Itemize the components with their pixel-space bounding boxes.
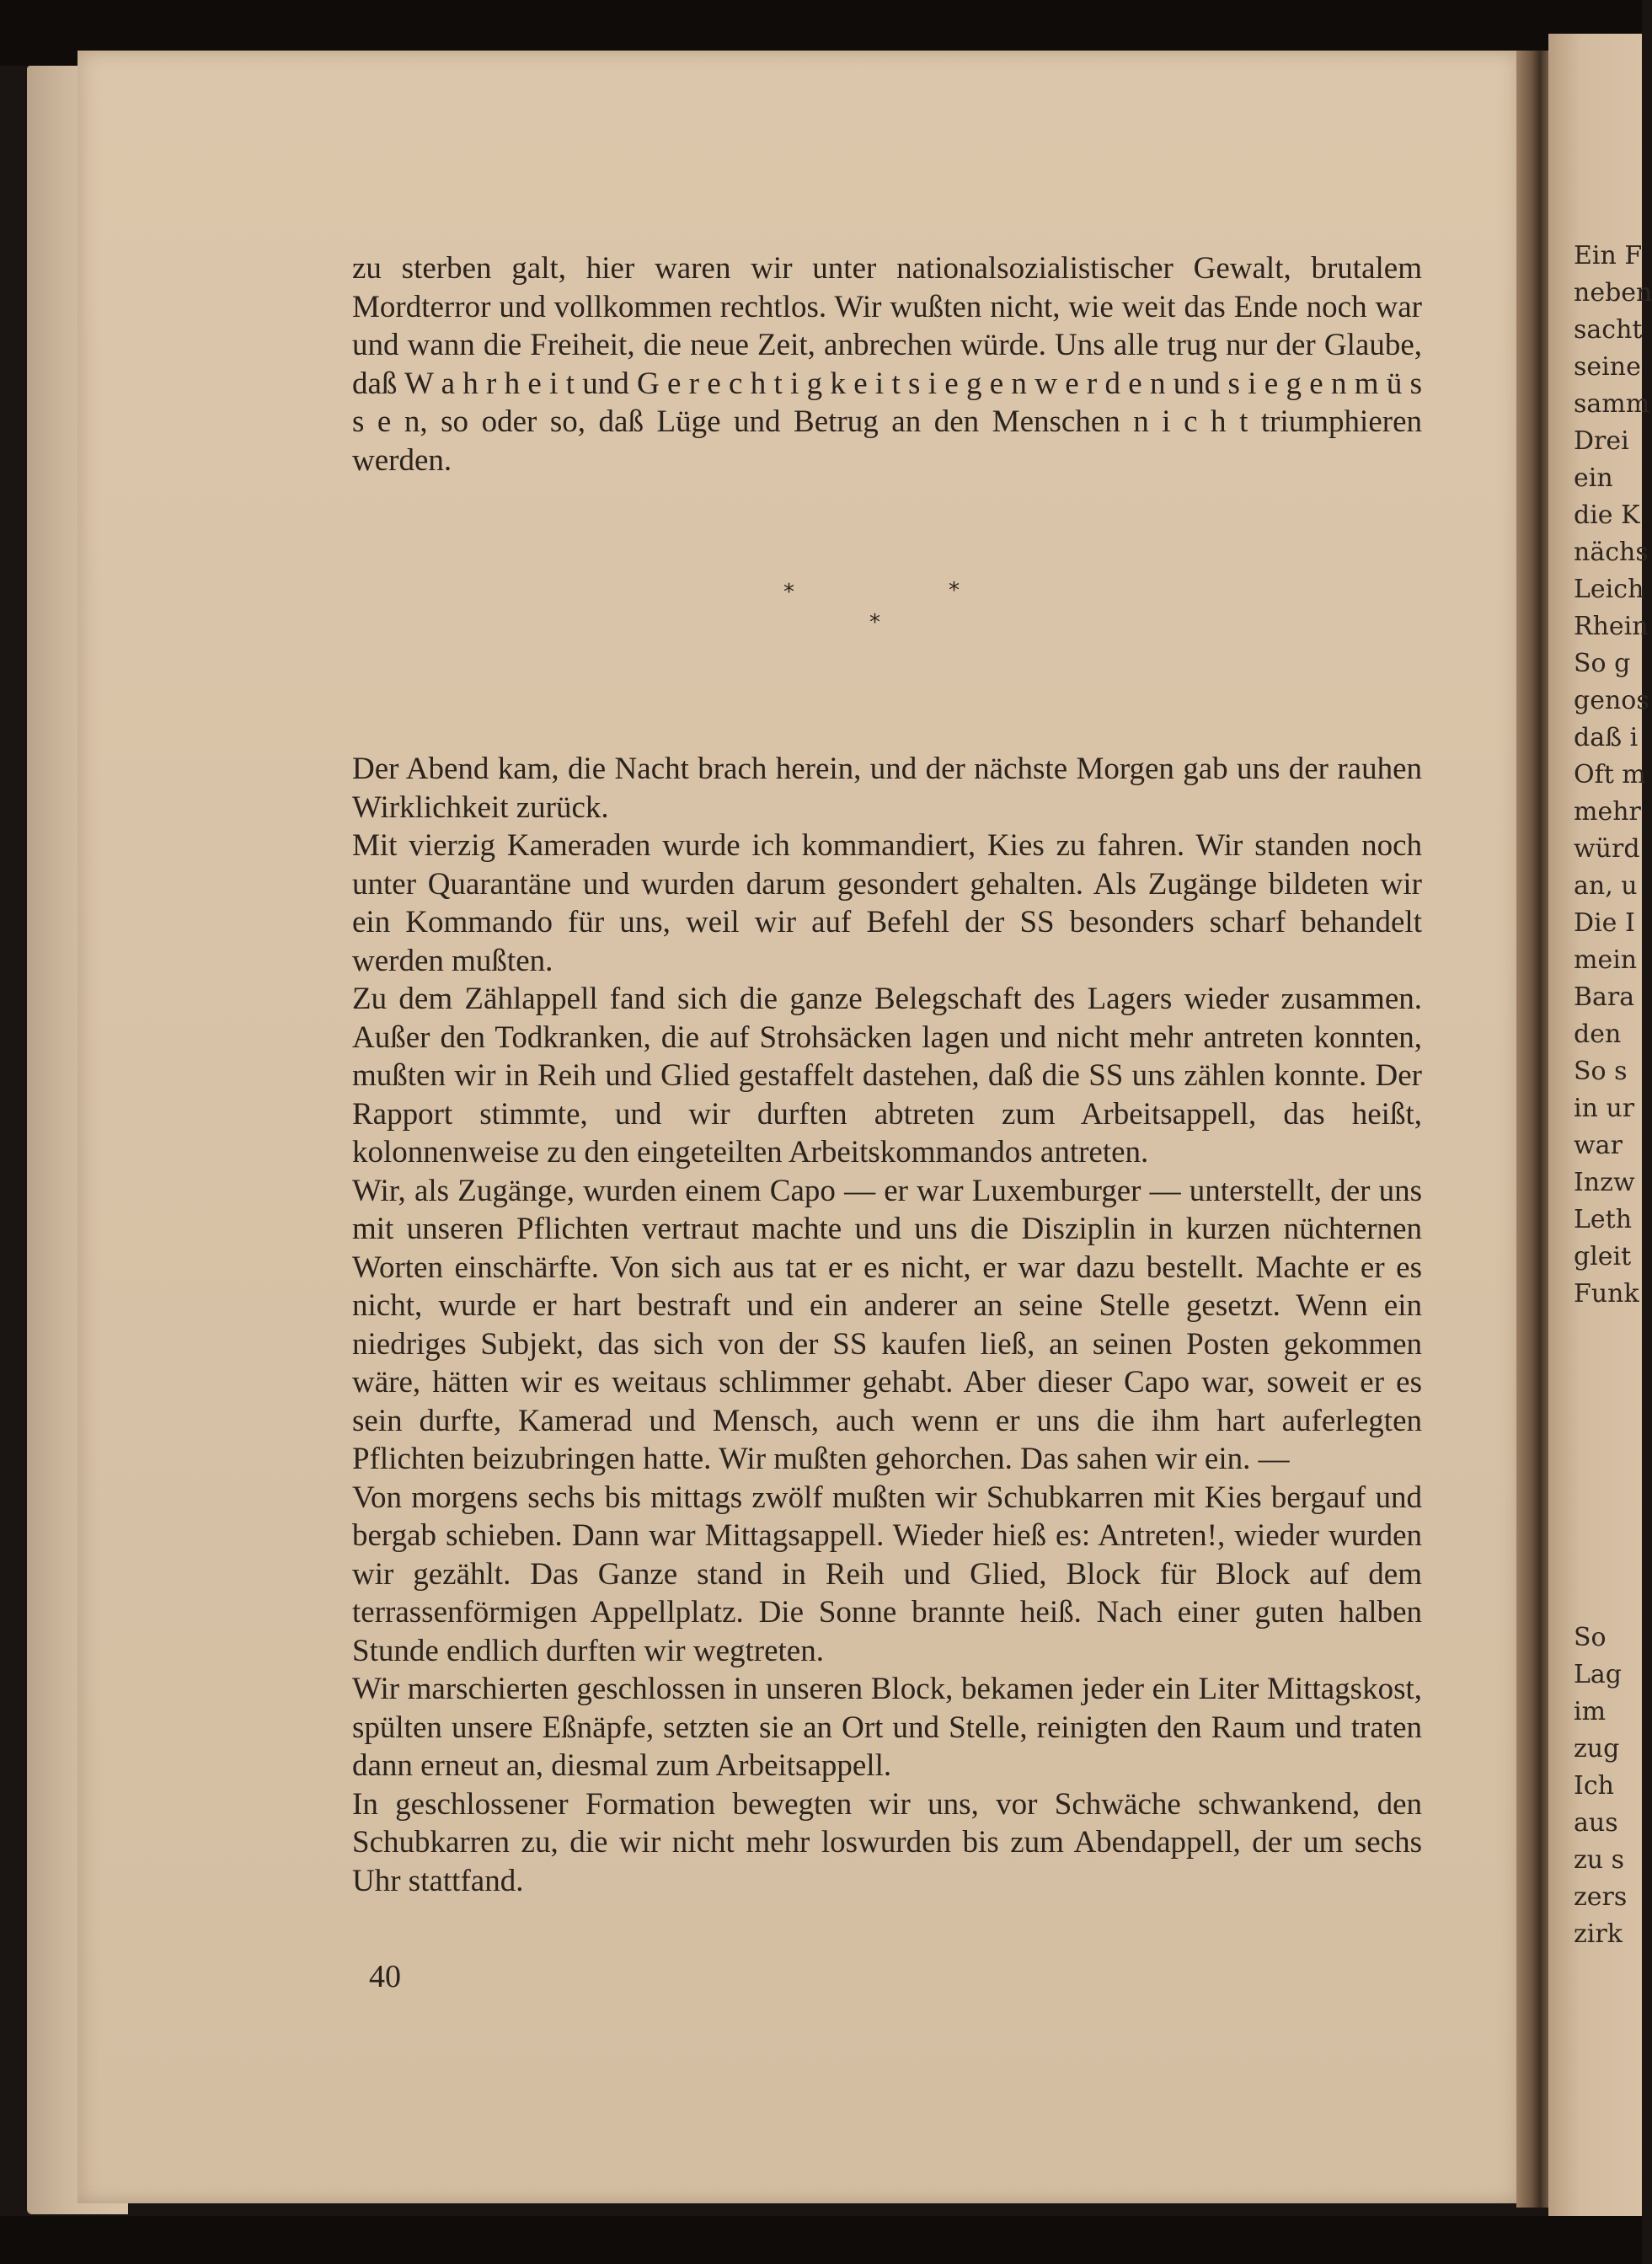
background-bottom bbox=[0, 2216, 1642, 2264]
facing-line: gleit bbox=[1574, 1242, 1632, 1271]
facing-line: Ich bbox=[1574, 1771, 1614, 1801]
paragraph: Wir, als Zugänge, wurden einem Capo — er war Luxemburger — unterstellt, der uns mit unseren Pflichten vertraut machte und uns die Disziplin in kurzen nüchternen Worten einschärfte. Von sich aus tat er es nicht, er war dazu bestellt. Machte er es nicht, wurde er hart bestraft und ein anderer an seine Stelle gesetzt. Wenn ein niedriges Subjekt, das sich von der SS kaufen ließ, an seinen Posten gekommen wäre, hätten wir es weitaus schlimmer gehabt. Aber dieser Capo war, soweit er es sein durfte, Kamerad und Mensch, auch wenn er uns die ihm hart auferlegten Pflichten beizubringen hatte. Wir mußten gehorchen. Das sahen wir ein. — bbox=[352, 1173, 1422, 1476]
facing-line: nächs bbox=[1574, 538, 1649, 567]
facing-line: zug bbox=[1574, 1734, 1620, 1764]
paragraph: zu sterben galt, hier waren wir unter nationalsozialistischer Gewalt, brutalem Mordterror und vollkommen rechtlos. Wir wußten nicht, wie weit das Ende noch war und wann die Freiheit, die neue Zeit, anbrechen würde. Uns alle trug nur der Glaube, daß W a h r h e i t und G e r e c h t i g k e i t s i e g e n w e r d e n und s i e g e n m ü s s e n, so oder so, daß Lüge und Betrug an den Menschen n i c h t triumphieren werden. bbox=[352, 251, 1422, 478]
paragraph: In geschlossener Formation bewegten wir uns, vor Schwäche schwankend, den Schubkarren zu, die wir nicht mehr loswurden bis zum Abendappell, der um sechs Uhr stattfand. bbox=[352, 1786, 1422, 1898]
facing-page-text-lower bbox=[1574, 1619, 1642, 1953]
facing-line: Bara bbox=[1574, 982, 1635, 1012]
facing-line: Inzw bbox=[1574, 1168, 1635, 1197]
facing-line: würd bbox=[1574, 834, 1640, 864]
facing-line: mehr bbox=[1574, 797, 1641, 827]
facing-line: ein bbox=[1574, 463, 1613, 493]
facing-line: an, u bbox=[1574, 871, 1638, 901]
page-number: 40 bbox=[369, 1959, 401, 1994]
facing-line: Drei bbox=[1574, 426, 1629, 456]
facing-line: im bbox=[1574, 1697, 1607, 1726]
facing-line: samm bbox=[1574, 389, 1650, 419]
facing-line: So s bbox=[1574, 1057, 1628, 1086]
facing-line: Funk bbox=[1574, 1279, 1639, 1309]
facing-line: zers bbox=[1574, 1882, 1628, 1912]
asterisk-glyph: * bbox=[869, 610, 880, 635]
facing-line: Ein F bbox=[1574, 241, 1643, 270]
facing-line: genos bbox=[1574, 686, 1649, 715]
top-paragraph bbox=[352, 249, 1422, 479]
paragraph: Von morgens sechs bis mittags zwölf mußten wir Schubkarren mit Kies bergauf und bergab schieben. Dann war Mittagsappell. Wieder hieß es: Antreten!, wieder wurden wir gezählt. Das Ganze stand in Reih und Glied, Block für Block auf dem terrassenförmigen Appellplatz. Die Sonne brannte heiß. Nach einer guten halben Stunde endlich durften wir wegtreten. bbox=[352, 1480, 1422, 1668]
section-break-asterisks bbox=[758, 573, 977, 640]
facing-line: die K bbox=[1574, 500, 1640, 530]
asterisk-glyph: * bbox=[783, 580, 794, 605]
facing-line: So g bbox=[1574, 649, 1631, 678]
facing-page-text-upper bbox=[1574, 238, 1652, 1313]
paragraph: Wir marschierten geschlossen in unseren Block, bekamen jeder ein Liter Mittagskost, spülten unsere Eßnäpfe, setzten sie an Ort und Stelle, reinigten den Raum und traten dann erneut an, diesmal zum Arbeitsappell. bbox=[352, 1672, 1422, 1783]
facing-line: Die I bbox=[1574, 908, 1635, 938]
facing-line: zu s bbox=[1574, 1845, 1625, 1875]
paragraph: Zu dem Zählappell fand sich die ganze Belegschaft des Lagers wieder zusammen. Außer den Todkranken, die auf Strohsäcken lagen und nicht mehr antreten konnten, mußten wir in Reih und Glied gestaffelt dastehen, daß die SS uns zählen konnte. Der Rapport stimmte, und wir durften abtreten zum Arbeitsappell, das heißt, kolonnenweise zu den eingeteilten Arbeitskommandos antreten. bbox=[352, 982, 1422, 1169]
facing-line: Leich bbox=[1574, 575, 1644, 604]
facing-line: in ur bbox=[1574, 1094, 1635, 1123]
book-gutter bbox=[1516, 51, 1550, 2208]
facing-line: seine bbox=[1574, 352, 1641, 382]
facing-line: mein bbox=[1574, 945, 1638, 975]
facing-line: So bbox=[1574, 1623, 1607, 1652]
facing-line: zirk bbox=[1574, 1919, 1623, 1949]
asterisk-glyph: * bbox=[949, 578, 960, 603]
facing-line: daß i bbox=[1574, 723, 1639, 752]
paragraph: Der Abend kam, die Nacht brach herein, und der nächste Morgen gab uns der rauhen Wirklichkeit zurück. bbox=[352, 752, 1422, 825]
facing-line: Rhein bbox=[1574, 612, 1649, 641]
facing-line: Leth bbox=[1574, 1205, 1633, 1234]
main-text bbox=[352, 750, 1422, 1900]
facing-line: neben bbox=[1574, 278, 1652, 308]
facing-line: sacht bbox=[1574, 315, 1643, 345]
paragraph: Mit vierzig Kameraden wurde ich kommandiert, Kies zu fahren. Wir standen noch unter Quarantäne und wurden darum gesondert gehalten. Als Zugänge bildeten wir ein Kommando für uns, weil wir auf Befehl der SS besonders scharf behandelt werden mußten. bbox=[352, 828, 1422, 978]
facing-line: den bbox=[1574, 1020, 1622, 1049]
facing-line: aus bbox=[1574, 1808, 1618, 1838]
facing-line: Oft m bbox=[1574, 760, 1646, 789]
facing-line: Lag bbox=[1574, 1660, 1623, 1689]
facing-line: war bbox=[1574, 1131, 1623, 1160]
